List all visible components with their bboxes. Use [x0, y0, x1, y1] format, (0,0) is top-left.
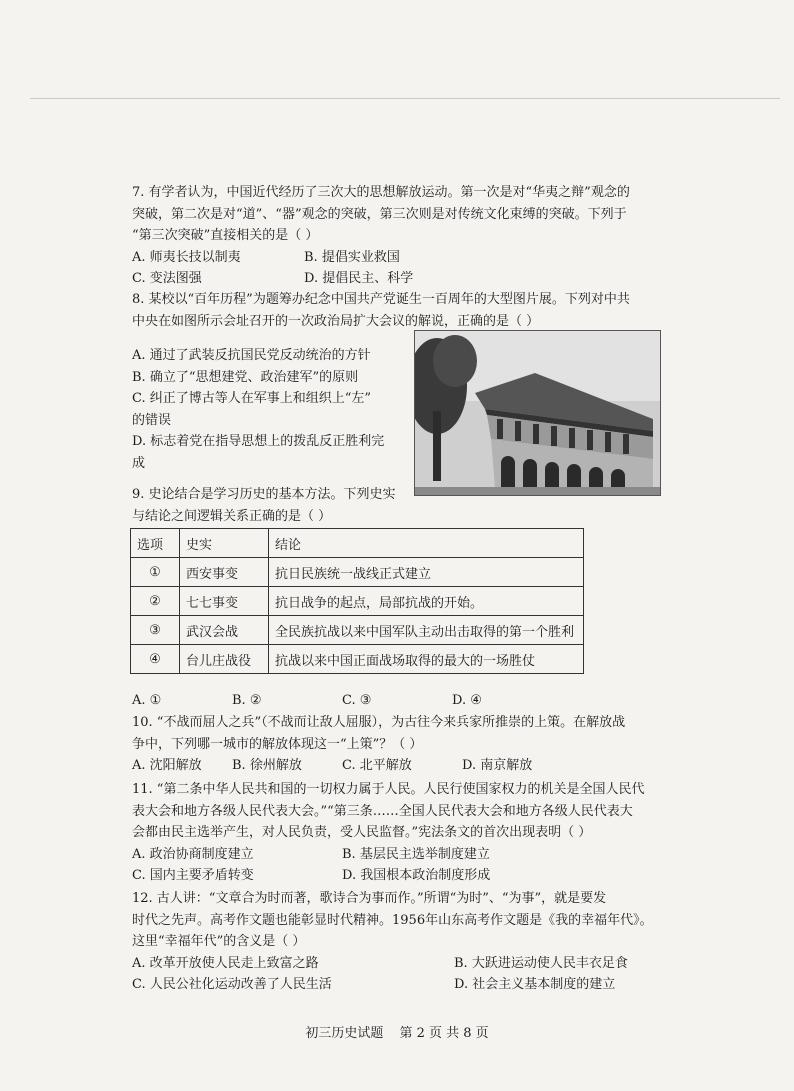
- table-row: [131, 616, 584, 645]
- q7-option-c[interactable]: C. 变法图强: [132, 271, 202, 286]
- q7-line: 突破，第二次是对“道”、“器”观念的突破，第三次则是对传统文化束缚的突破。下列于: [132, 206, 627, 222]
- q12-option-b[interactable]: B. 大跃进运动使人民丰衣足食: [454, 955, 628, 971]
- q8-options: [132, 345, 410, 474]
- q10-options-row: [132, 755, 662, 777]
- question-12: [132, 888, 662, 996]
- q12-option-d[interactable]: D. 社会主义基本制度的建立: [454, 977, 616, 992]
- question-11: [132, 779, 662, 887]
- q11-options-row-1: [132, 844, 662, 866]
- question-7: [132, 182, 662, 290]
- q8-option-d[interactable]: D. 标志着党在指导思想上的拨乱反正胜利完: [132, 434, 385, 449]
- table-row: [131, 587, 584, 616]
- q8-option-d-cont: 成: [132, 455, 146, 471]
- q9-line: 9. 史论结合是学习历史的基本方法。下列史实: [132, 487, 396, 502]
- table-cell: 抗日战争的起点，局部抗战的开始。: [269, 587, 584, 616]
- q9-options-row: [132, 690, 662, 712]
- table-row: [131, 645, 584, 674]
- table-cell: ④: [131, 645, 180, 674]
- table-header-row: [131, 529, 584, 558]
- q7-option-d[interactable]: D. 提倡民主、科学: [304, 271, 414, 286]
- page-footer: [0, 1022, 794, 1041]
- table-cell: 西安事变: [180, 558, 269, 587]
- q11-line: 11. “第二条中华人民共和国的一切权力属于人民。人民行使国家权力的机关是全国人民代: [132, 782, 645, 797]
- table-header: 结论: [269, 529, 584, 558]
- q12-line: 这里“幸福年代”的含义是（ ）: [132, 934, 306, 949]
- history-table: [130, 528, 584, 674]
- q11-options-row-2: [132, 865, 662, 887]
- q12-option-a[interactable]: A. 改革开放使人民走上致富之路: [132, 955, 319, 971]
- q11-option-d[interactable]: D. 我国根本政治制度形成: [342, 868, 491, 883]
- table-row: [131, 558, 584, 587]
- q9-option-b[interactable]: B. ②: [232, 693, 262, 708]
- table-cell: 台儿庄战役: [180, 645, 269, 674]
- q12-options-row-2: [132, 974, 662, 996]
- q8-option-c[interactable]: C. 纠正了博古等人在军事上和组织上“左”: [132, 391, 372, 406]
- table-cell: 抗日民族统一战线正式建立: [269, 558, 584, 587]
- q7-line: “第三次突破”直接相关的是（ ）: [132, 228, 319, 243]
- table-cell: 全民族抗战以来中国军队主动出击取得的第一个胜利: [269, 616, 584, 645]
- q7-options-row-1: [132, 247, 662, 269]
- q11-option-c[interactable]: C. 国内主要矛盾转变: [132, 868, 254, 883]
- q12-options-row-1: [132, 953, 662, 975]
- q10-line: 10. “不战而屈人之兵”（不战而让敌人屈服），为古往今来兵家所推崇的上策。在解放战: [132, 715, 626, 730]
- q10-option-b[interactable]: B. 徐州解放: [232, 758, 302, 773]
- table-header: 史实: [180, 529, 269, 558]
- q11-line: 会都由民主选举产生，对人民负责，受人民监督。”宪法条文的首次出现表明（ ）: [132, 825, 592, 840]
- q12-line: 12. 古人讲：“文章合为时而著，歌诗合为事而作。”所谓“为时”、“为事”，就是要发: [132, 891, 607, 906]
- q8-option-b[interactable]: B. 确立了“思想建党、政治建军”的原则: [132, 369, 359, 385]
- q12-option-c[interactable]: C. 人民公社化运动改善了人民生活: [132, 977, 332, 992]
- q8-line: 8. 某校以“百年历程”为题筹办纪念中国共产党诞生一百周年的大型图片展。下列对中共: [132, 292, 630, 307]
- q10-option-c[interactable]: C. 北平解放: [342, 758, 412, 773]
- footer-page-number: 第 2 页 共 8 页: [399, 1026, 489, 1041]
- table-cell: 七七事变: [180, 587, 269, 616]
- table-cell: 抗战以来中国正面战场取得的最大的一场胜仗: [269, 645, 584, 674]
- q7-option-a[interactable]: A. 师夷长技以制夷: [132, 249, 241, 265]
- q8-option-c-cont: 的错误: [132, 412, 172, 428]
- q11-line: 表大会和地方各级人民代表大会。”“第三条……全国人民代表大会和地方各级人民代表大: [132, 803, 633, 819]
- q10-option-a[interactable]: A. 沈阳解放: [132, 758, 202, 773]
- table-cell: 武汉会战: [180, 616, 269, 645]
- q7-line: 7. 有学者认为，中国近代经历了三次大的思想解放运动。第一次是对“华夷之辩”观念的: [132, 185, 630, 200]
- q12-line: 时代之先声。高考作文题也能彰显时代精神。1956年山东高考作文题是《我的幸福年代》。: [132, 912, 653, 928]
- q11-option-b[interactable]: B. 基层民主选举制度建立: [342, 846, 490, 862]
- table-cell: ③: [131, 616, 180, 645]
- table-header: 选项: [131, 529, 180, 558]
- meeting-site-photo: [414, 330, 661, 496]
- table-cell: ①: [131, 558, 180, 587]
- q11-option-a[interactable]: A. 政治协商制度建立: [132, 846, 254, 862]
- q7-option-b[interactable]: B. 提倡实业救国: [304, 249, 400, 265]
- q9-line: 与结论之间逻辑关系正确的是（ ）: [132, 508, 332, 524]
- q9-option-d[interactable]: D. ④: [452, 693, 482, 708]
- question-8: [132, 289, 662, 332]
- q8-line: 中央在如图所示会址召开的一次政治局扩大会议的解说，正确的是（ ）: [132, 313, 540, 329]
- q10-line: 争中，下列哪一城市的解放体现这一“上策”？（ ）: [132, 736, 423, 752]
- q9-option-c[interactable]: C. ③: [342, 693, 372, 708]
- question-9: [132, 484, 410, 527]
- q9-option-a[interactable]: A. ①: [132, 693, 162, 708]
- q10-option-d[interactable]: D. 南京解放: [462, 758, 533, 773]
- table-cell: ②: [131, 587, 180, 616]
- q7-options-row-2: [132, 268, 662, 290]
- q8-option-a[interactable]: A. 通过了武装反抗国民党反动统治的方针: [132, 348, 371, 363]
- footer-subject: 初三历史试题: [305, 1026, 384, 1041]
- question-10: [132, 712, 662, 777]
- q9-options: [132, 690, 662, 712]
